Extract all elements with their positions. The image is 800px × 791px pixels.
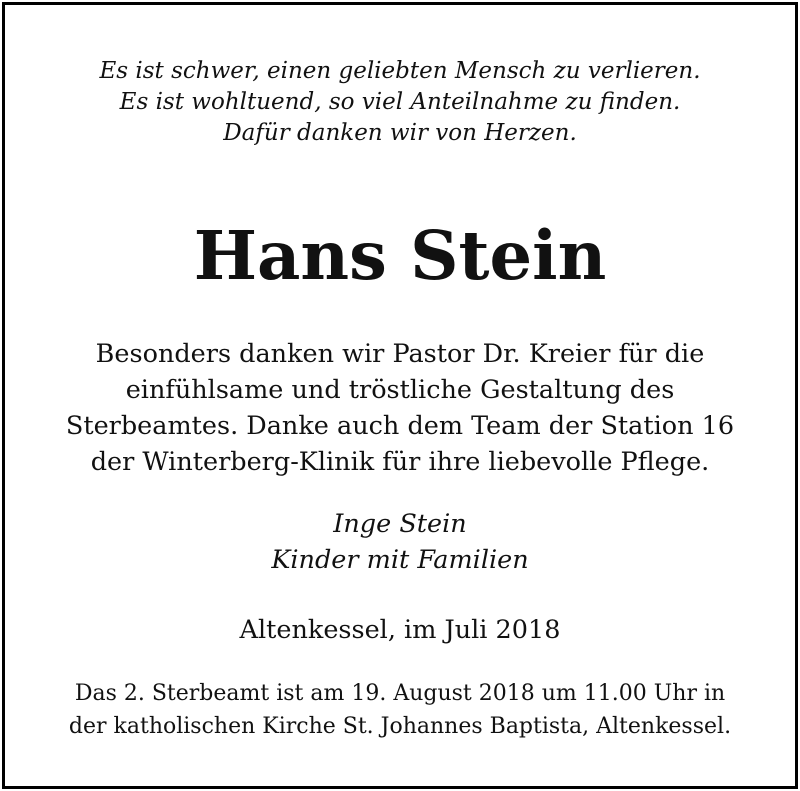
signatures: [0, 506, 800, 578]
thanks-paragraph: [0, 336, 800, 480]
deceased-name: Hans Stein: [193, 216, 607, 295]
thanks-line: einfühlsame und tröstliche Gestaltung des: [125, 375, 675, 405]
service-notice: [0, 677, 800, 743]
intro-line: Es ist wohltuend, so viel Anteilnahme zu finden.: [119, 89, 681, 115]
thanks-line: Besonders danken wir Pastor Dr. Kreier für die: [95, 339, 705, 369]
thanks-line: Sterbeamtes. Danke auch dem Team der Station 16: [65, 411, 735, 441]
intro-line: Dafür danken wir von Herzen.: [223, 120, 577, 146]
thanks-line: der Winterberg-Klinik für ihre liebevolle Pflege.: [90, 447, 710, 477]
signature-line: Inge Stein: [333, 509, 467, 539]
service-line: der katholischen Kirche St. Johannes Baptista, Altenkessel.: [68, 714, 732, 739]
intro-line: Es ist schwer, einen geliebten Mensch zu verlieren.: [99, 58, 701, 84]
intro-verse: [0, 56, 800, 149]
signature-line: Kinder mit Familien: [271, 545, 529, 575]
place-date: Altenkessel, im Juli 2018: [239, 615, 561, 645]
service-line: Das 2. Sterbeamt ist am 19. August 2018 um 11.00 Uhr in: [74, 681, 726, 706]
